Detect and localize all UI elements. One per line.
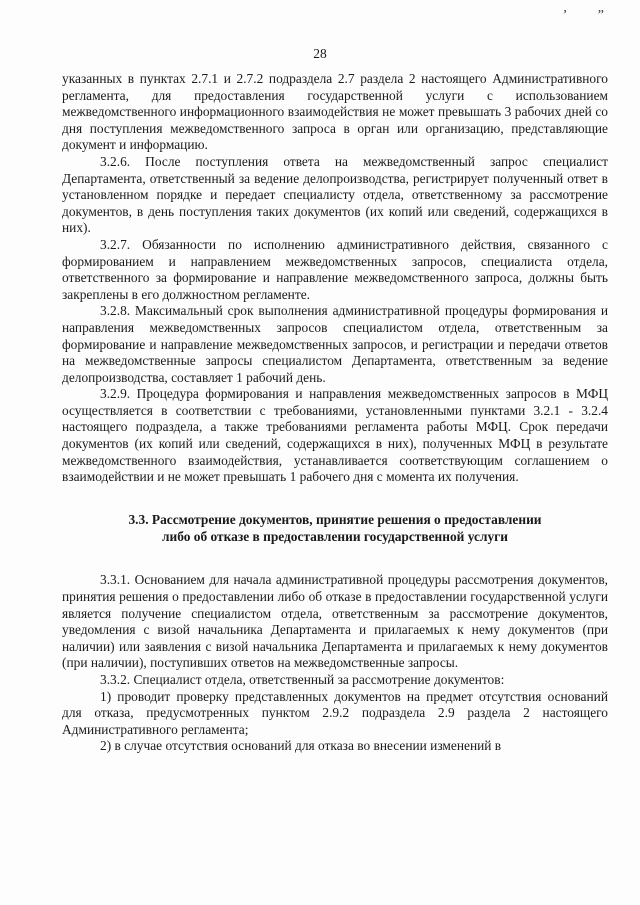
corner-pen-mark: ’ ”	[562, 8, 618, 23]
list-item-2: 2) в случае отсутствия оснований для отказа во внесении изменений в	[100, 738, 502, 754]
section-heading-3-3: 3.3. Рассмотрение документов, принятие решения о предоставлении либо об отказе в предоставлении государственной услуги	[128, 511, 542, 544]
paragraph-3-2-7: 3.2.7. Обязанности по исполнению административного действия, связанного с формированием и направлением межведомственных запросов, специалиста отдела, ответственного за формирование и направление межведомственного запроса, должны быть закреплены в его должностном регламенте.	[62, 236, 608, 302]
document-body	[62, 71, 608, 755]
list-item-1: 1) проводит проверку представленных документов на предмет отсутствия оснований для отказа, предусмотренных пунктом 2.9.2 подраздела 2.9 раздела 2 настоящего Административного регламента;	[62, 688, 608, 737]
paragraph-3-3-1: 3.3.1. Основанием для начала административной процедуры рассмотрения документов, принятия решения о предоставлении либо об отказе в предоставлении государственной услуги является получение специалистом отдела, ответственным за рассмотрение документов, уведомления с визой начальника Департамента и прилагаемых к нему документов (при наличии) или заявления с визой начальника Департамента и прилагаемых к нему документов (при наличии), поступивших ответов на межведомственные запросы.	[62, 572, 608, 671]
paragraph-continuation: указанных в пунктах 2.7.1 и 2.7.2 подраздела 2.7 раздела 2 настоящего Административного регламента, для предоставления государственной услуги с использованием межведомственного информационного взаимодействия не может превышать 3 рабочих дней со дня поступления межведомственного запроса в орган или организацию, представляющие документ и информацию.	[62, 71, 608, 153]
paragraph-3-2-6: 3.2.6. После поступления ответа на межведомственный запрос специалист Департамента, ответственный за ведение делопроизводства, регистрирует полученный ответ в установленном порядке и передает специалисту отдела, ответственному за рассмотрение документов, в день поступления таких документов (их копий или сведений, содержащихся в них).	[62, 153, 608, 236]
page-number: 28	[313, 46, 327, 61]
paragraph-3-2-9: 3.2.9. Процедура формирования и направления межведомственных запросов в МФЦ осуществляется в соответствии с требованиями, установленными пунктами 3.2.1 - 3.2.4 настоящего подраздела, а также требованиями регламента работы МФЦ. Срок передачи документов (их копий или сведений, содержащихся в них), полученных МФЦ в результате межведомственного взаимодействия, устанавливается соответствующим соглашением о взаимодействии и не может превышать 1 рабочего дня с момента их получения.	[62, 386, 608, 485]
paragraph-3-2-8: 3.2.8. Максимальный срок выполнения административной процедуры формирования и направления межведомственных запросов специалистом отдела, ответственным за формирование и направление межведомственных запросов, и регистрации и передачи ответов на межведомственные запросы специалистом Департамента, ответственным за ведение делопроизводства, составляет 1 рабочий день.	[62, 303, 608, 385]
paragraph-3-3-2: 3.3.2. Специалист отдела, ответственный за рассмотрение документов:	[100, 672, 505, 687]
